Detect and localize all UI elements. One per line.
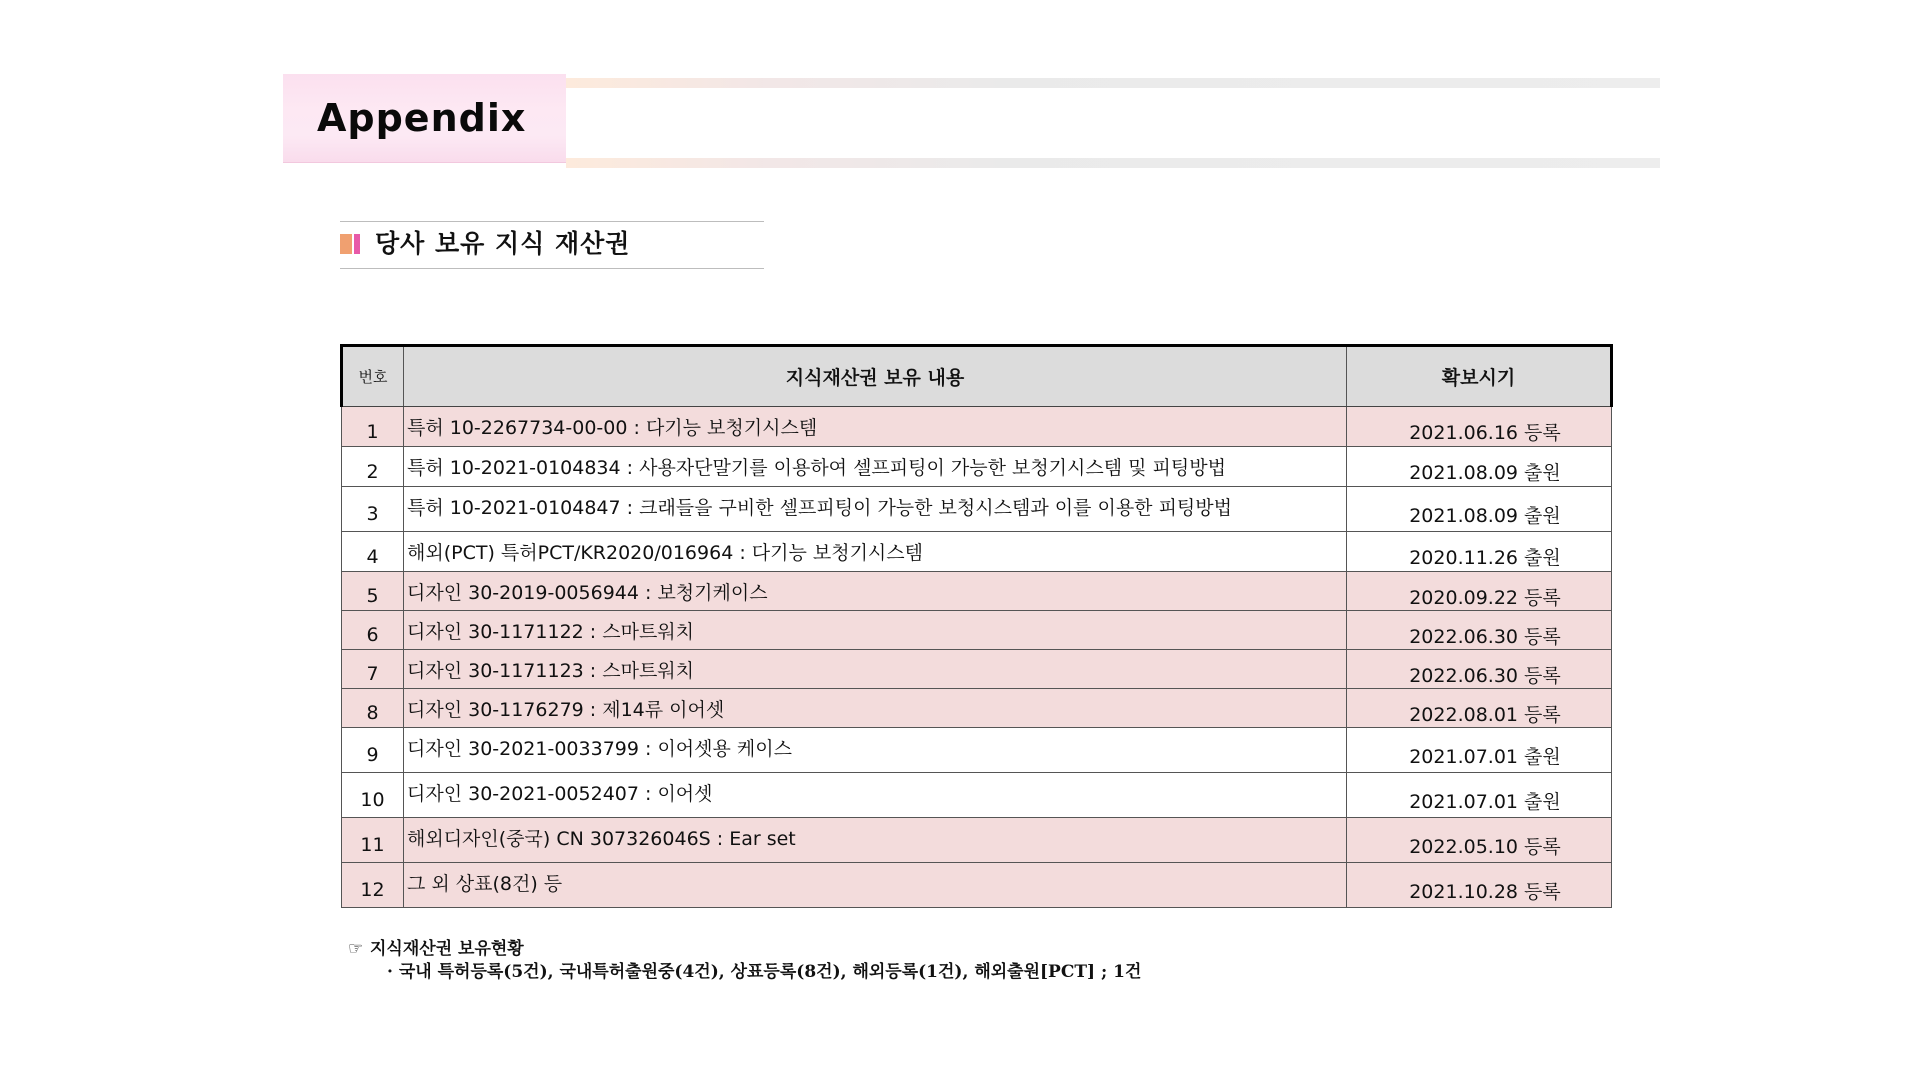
- col-header-number: 번호: [342, 346, 404, 407]
- row-date: 2022.08.01 등록: [1347, 689, 1612, 728]
- header-band-bottom: [566, 158, 1660, 168]
- row-content: 특허 10-2021-0104834 : 사용자단말기를 이용하여 셀프피팅이 가능한 보청기시스템 및 피팅방법: [404, 447, 1347, 487]
- pointing-hand-icon: ☞: [348, 939, 364, 959]
- table-row: [342, 689, 1612, 728]
- row-date: 2021.07.01 출원: [1347, 773, 1612, 818]
- row-content: 해외(PCT) 특허PCT/KR2020/016964 : 다기능 보청기시스템: [404, 532, 1347, 572]
- table-row: [342, 611, 1612, 650]
- row-date: 2021.08.09 출원: [1347, 487, 1612, 532]
- row-number: 11: [342, 818, 404, 863]
- table-row: [342, 863, 1612, 908]
- col-header-content: 지식재산권 보유 내용: [404, 346, 1347, 407]
- ip-status-heading: [348, 937, 524, 961]
- table-row: [342, 407, 1612, 447]
- row-number: 6: [342, 611, 404, 650]
- col-header-date: 확보시기: [1347, 346, 1612, 407]
- table-row: [342, 447, 1612, 487]
- row-content: 디자인 30-2019-0056944 : 보청기케이스: [404, 572, 1347, 611]
- table-row: [342, 818, 1612, 863]
- row-number: 10: [342, 773, 404, 818]
- row-date: 2020.09.22 등록: [1347, 572, 1612, 611]
- section-marker-pink: [354, 234, 360, 254]
- row-date: 2021.08.09 출원: [1347, 447, 1612, 487]
- row-number: 8: [342, 689, 404, 728]
- section-rule-top: [340, 221, 764, 222]
- row-content: 그 외 상표(8건) 등: [404, 863, 1347, 908]
- row-content: 특허 10-2021-0104847 : 크래들을 구비한 셀프피팅이 가능한 보청시스템과 이를 이용한 피팅방법: [404, 487, 1347, 532]
- section-title: 당사 보유 지식 재산권: [375, 229, 631, 258]
- table-row: [342, 572, 1612, 611]
- table-row: [342, 728, 1612, 773]
- row-number: 2: [342, 447, 404, 487]
- row-number: 7: [342, 650, 404, 689]
- table-row: [342, 532, 1612, 572]
- row-number: 1: [342, 407, 404, 447]
- row-content: 디자인 30-1176279 : 제14류 이어셋: [404, 689, 1347, 728]
- table-row: [342, 650, 1612, 689]
- row-content: 디자인 30-1171123 : 스마트워치: [404, 650, 1347, 689]
- ip-table: [340, 344, 1613, 908]
- page-title: Appendix: [317, 96, 527, 140]
- row-number: 4: [342, 532, 404, 572]
- row-date: 2021.06.16 등록: [1347, 407, 1612, 447]
- row-content: 디자인 30-2021-0033799 : 이어셋용 케이스: [404, 728, 1347, 773]
- row-number: 12: [342, 863, 404, 908]
- header-band-top: [566, 78, 1660, 88]
- row-content: 디자인 30-1171122 : 스마트워치: [404, 611, 1347, 650]
- row-date: 2020.11.26 출원: [1347, 532, 1612, 572]
- table-header-row: [342, 346, 1612, 407]
- row-number: 5: [342, 572, 404, 611]
- row-date: 2022.06.30 등록: [1347, 611, 1612, 650]
- header-band-fill: [566, 88, 1660, 158]
- row-date: 2022.06.30 등록: [1347, 650, 1612, 689]
- section-marker-orange: [340, 234, 352, 254]
- ip-status-heading-text: 지식재산권 보유현황: [370, 939, 524, 959]
- row-content: 해외디자인(중국) CN 307326046S : Ear set: [404, 818, 1347, 863]
- row-number: 9: [342, 728, 404, 773]
- row-content: 특허 10-2267734-00-00 : 다기능 보청기시스템: [404, 407, 1347, 447]
- row-number: 3: [342, 487, 404, 532]
- row-content: 디자인 30-2021-0052407 : 이어셋: [404, 773, 1347, 818]
- table-row: [342, 487, 1612, 532]
- section-rule-bottom: [340, 268, 764, 269]
- row-date: 2021.07.01 출원: [1347, 728, 1612, 773]
- row-date: 2022.05.10 등록: [1347, 818, 1612, 863]
- row-date: 2021.10.28 등록: [1347, 863, 1612, 908]
- table-row: [342, 773, 1612, 818]
- ip-status-summary: · 국내 특허등록(5건), 국내특허출원중(4건), 상표등록(8건), 해외등록(1건), 해외출원[PCT] ; 1건: [387, 962, 1142, 982]
